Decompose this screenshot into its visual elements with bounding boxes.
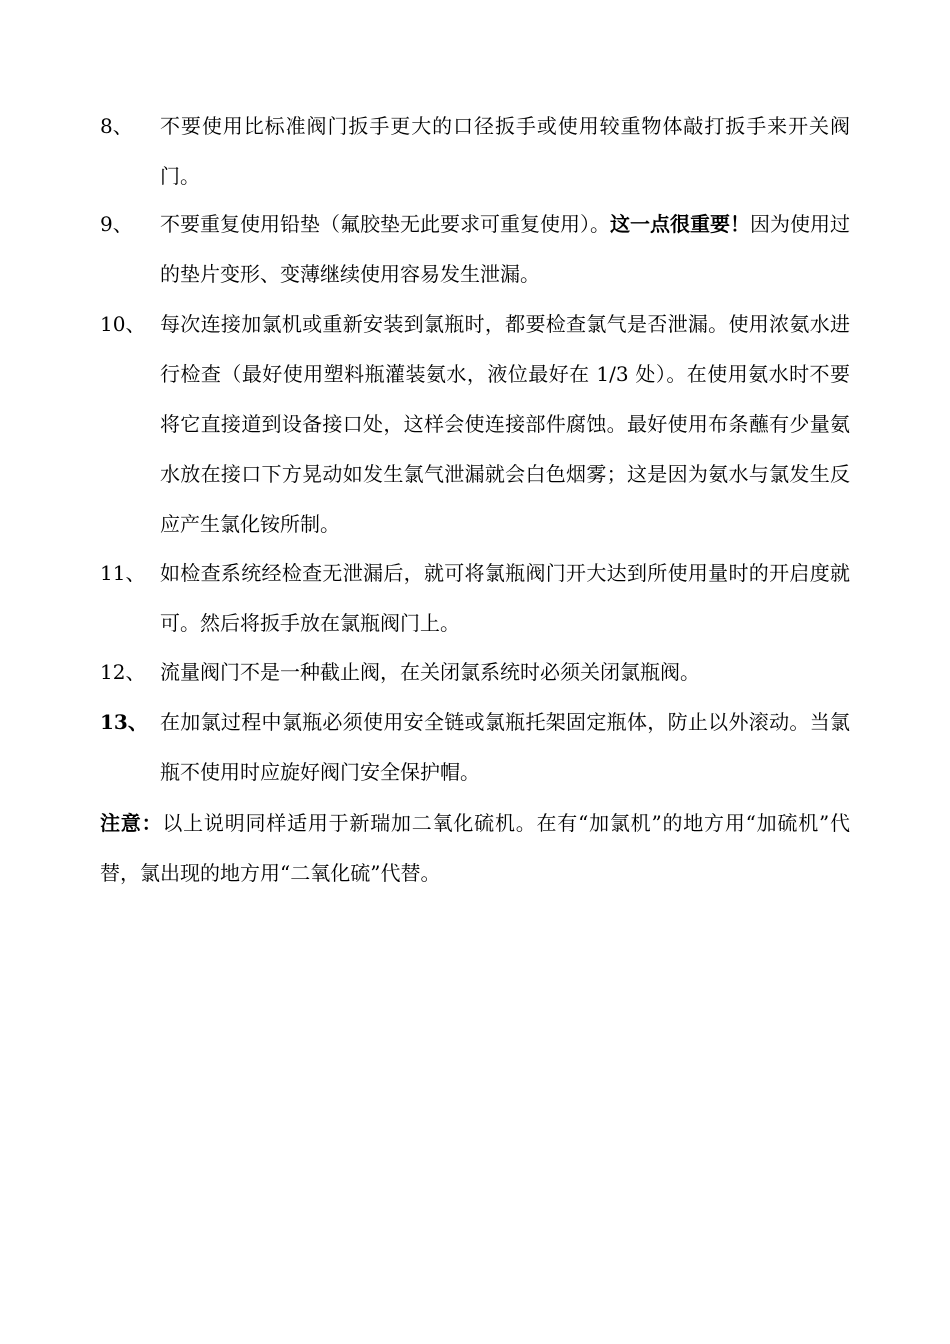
item-number: 10、	[100, 312, 146, 336]
item-text-part: 因为使用过的垫片变形、变薄继续使用容易发生泄漏。	[160, 212, 850, 286]
item-text: 流量阀门不是一种截止阀，在关闭氯系统时必须关闭氯瓶阀。	[160, 660, 700, 684]
item-number: 8、	[100, 114, 133, 138]
list-item-10	[100, 299, 860, 549]
note-label: 注意：	[100, 811, 163, 835]
list-item-13	[100, 697, 860, 797]
item-number: 9、	[100, 212, 133, 236]
item-number: 13、	[100, 710, 148, 734]
list-item-8	[100, 101, 860, 201]
important-emphasis: 这一点很重要！	[610, 212, 750, 236]
list-item-11	[100, 548, 860, 648]
item-text	[160, 199, 850, 299]
item-number: 11、	[100, 561, 146, 585]
note-paragraph	[100, 798, 850, 898]
item-text: 每次连接加氯机或重新安装到氯瓶时，都要检查氯气是否泄漏。使用浓氨水进行检查（最好使用塑料瓶灌装氨水，液位最好在 1/3 处）。在使用氨水时不要将它直接道到设备接口处，这样会使连接部件腐蚀。最好使用布条蘸有少量氨水放在接口下方晃动如发生氯气泄漏就会白色烟雾；这是因为氨水与氯发生反应产生氯化铵所制。	[160, 312, 850, 536]
item-text: 如检查系统经检查无泄漏后，就可将氯瓶阀门开大达到所使用量时的开启度就可。然后将扳手放在氯瓶阀门上。	[160, 561, 850, 635]
list-item-12	[100, 647, 860, 697]
item-text-part: 不要重复使用铅垫（氟胶垫无此要求可重复使用）。	[160, 212, 610, 236]
list-item-9	[100, 199, 860, 299]
item-text: 在加氯过程中氯瓶必须使用安全链或氯瓶托架固定瓶体，防止以外滚动。当氯瓶不使用时应旋好阀门安全保护帽。	[160, 710, 850, 784]
item-number: 12、	[100, 660, 146, 684]
note-text: 以上说明同样适用于新瑞加二氧化硫机。在有“加氯机”的地方用“加硫机”代替，氯出现的地方用“二氧化硫”代替。	[100, 811, 850, 885]
item-text: 不要使用比标准阀门扳手更大的口径扳手或使用较重物体敲打扳手来开关阀门。	[160, 114, 850, 188]
